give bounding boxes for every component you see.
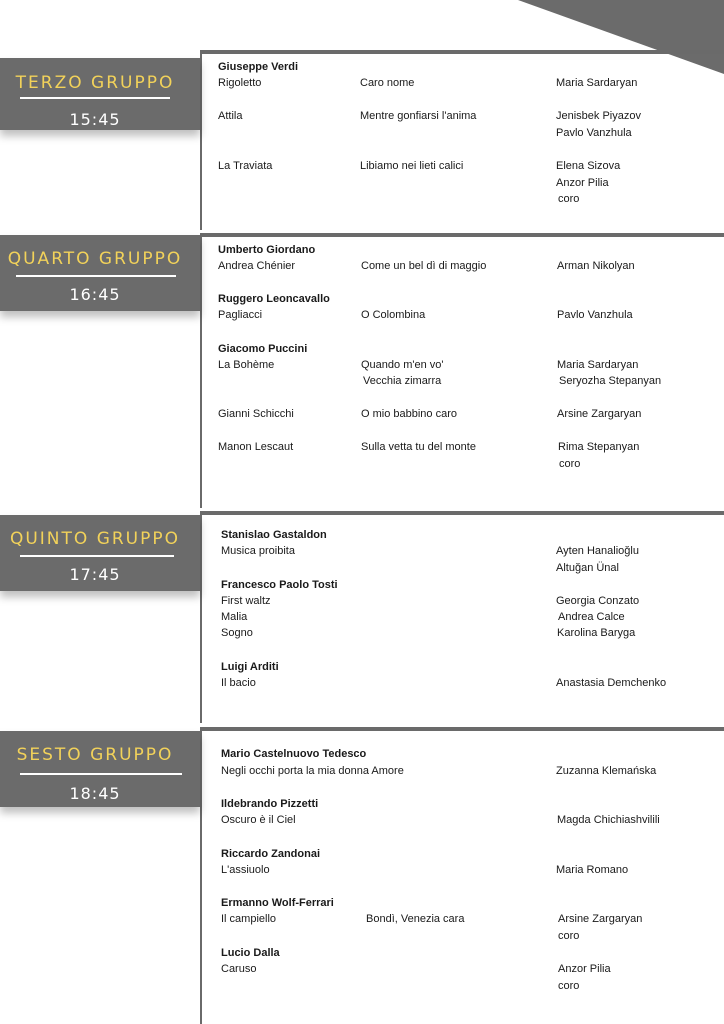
performer-name: Georgia Conzato bbox=[556, 595, 640, 607]
composer-name: Riccardo Zandonai bbox=[221, 848, 321, 860]
section-left-rule bbox=[200, 511, 202, 723]
performer-name: Seryozha Stepanyan bbox=[559, 375, 662, 387]
opera-title: La Bohème bbox=[218, 359, 275, 371]
banner-divider bbox=[20, 555, 174, 557]
performer-name: coro bbox=[558, 929, 580, 942]
opera-title: Manon Lescaut bbox=[218, 441, 294, 453]
aria-title: O Colombina bbox=[361, 309, 426, 321]
performer-name: Andrea Calce bbox=[558, 611, 625, 623]
group-title: TERZO GRUPPO bbox=[15, 73, 175, 93]
composer-name: Lucio Dalla bbox=[221, 947, 280, 959]
performer-name: Anastasia Demchenko bbox=[556, 677, 667, 689]
composer-name: Francesco Paolo Tosti bbox=[221, 579, 338, 591]
aria-title: Caro nome bbox=[360, 77, 415, 89]
performer-name: Altuğan Ünal bbox=[556, 561, 619, 574]
performer-name: Arsine Zargaryan bbox=[558, 913, 643, 925]
composer-name: Ermanno Wolf-Ferrari bbox=[221, 897, 334, 909]
banner-divider bbox=[16, 275, 176, 277]
opera-title: La Traviata bbox=[218, 160, 273, 172]
opera-title: Negli occhi porta la mia donna Amore bbox=[221, 765, 404, 777]
performer-name: Elena Sizova bbox=[556, 160, 621, 172]
performer-name: Anzor Pilia bbox=[558, 963, 611, 975]
group-banner bbox=[0, 235, 200, 311]
aria-title: O mio babbino caro bbox=[361, 408, 457, 420]
section-top-rule bbox=[200, 233, 724, 237]
performer-name: coro bbox=[558, 193, 580, 205]
group-banner bbox=[0, 515, 200, 591]
group-banner bbox=[0, 58, 200, 130]
opera-title: First waltz bbox=[221, 595, 271, 607]
composer-name: Giacomo Puccini bbox=[218, 343, 308, 355]
group-banner bbox=[0, 731, 200, 807]
opera-title: Il bacio bbox=[221, 677, 256, 689]
opera-title: Gianni Schicchi bbox=[218, 408, 294, 420]
group-time: 16:45 bbox=[69, 285, 121, 304]
opera-title: Oscuro è il Ciel bbox=[221, 814, 296, 826]
group-time: 17:45 bbox=[69, 565, 121, 584]
opera-title: Andrea Chénier bbox=[218, 260, 296, 272]
opera-title: Il campiello bbox=[221, 913, 277, 925]
group-title: SESTO GRUPPO bbox=[16, 745, 174, 765]
performer-name: Karolina Baryga bbox=[557, 627, 636, 639]
group-time: 15:45 bbox=[69, 110, 121, 129]
performer-name: coro bbox=[559, 457, 581, 470]
aria-title: Mentre gonfiarsi l'anima bbox=[360, 110, 477, 122]
opera-title: Attila bbox=[218, 110, 243, 122]
section-left-rule bbox=[200, 233, 202, 508]
composer-name: Ildebrando Pizzetti bbox=[221, 798, 319, 810]
performer-name: Pavlo Vanzhula bbox=[556, 126, 632, 139]
performer-name: coro bbox=[558, 979, 580, 992]
performer-name: Arsine Zargaryan bbox=[557, 408, 642, 420]
performer-name: Arman Nikolyan bbox=[557, 260, 635, 272]
composer-name: Luigi Arditi bbox=[221, 661, 279, 673]
aria-title: Sulla vetta tu del monte bbox=[361, 441, 476, 453]
composer-name: Umberto Giordano bbox=[218, 244, 316, 256]
section-top-rule bbox=[200, 50, 724, 54]
aria-title: Libiamo nei lieti calici bbox=[360, 160, 464, 172]
composer-name: Stanislao Gastaldon bbox=[221, 529, 327, 541]
section-top-rule bbox=[200, 511, 724, 515]
opera-title: Pagliacci bbox=[218, 309, 263, 321]
performer-name: Anzor Pilia bbox=[556, 176, 609, 189]
performer-name: Jenisbek Piyazov bbox=[556, 110, 641, 122]
program-group bbox=[0, 50, 724, 230]
performer-name: Zuzanna Klemańska bbox=[556, 765, 657, 777]
aria-title: Quando m'en vo' bbox=[361, 359, 444, 371]
opera-title: Malia bbox=[221, 611, 248, 623]
opera-title: Caruso bbox=[221, 963, 257, 975]
opera-title: Musica proibita bbox=[221, 545, 295, 557]
section-top-rule bbox=[200, 727, 724, 731]
group-title: QUINTO GRUPPO bbox=[9, 529, 181, 549]
opera-title: L'assiuolo bbox=[221, 864, 270, 876]
performer-name: Maria Sardaryan bbox=[556, 77, 638, 89]
composer-name: Mario Castelnuovo Tedesco bbox=[221, 748, 367, 760]
banner-divider bbox=[20, 97, 170, 99]
composer-name: Ruggero Leoncavallo bbox=[218, 293, 330, 305]
performer-name: Maria Sardaryan bbox=[557, 359, 639, 371]
aria-title: Vecchia zimarra bbox=[363, 375, 442, 387]
section-left-rule bbox=[200, 50, 202, 230]
aria-title: Bondì, Venezia cara bbox=[366, 913, 465, 925]
group-title: QUARTO GRUPPO bbox=[7, 249, 183, 269]
program-group bbox=[0, 511, 724, 723]
performer-name: Rima Stepanyan bbox=[558, 441, 640, 453]
performer-name: Pavlo Vanzhula bbox=[557, 309, 633, 321]
banner-divider bbox=[20, 773, 182, 775]
program-group bbox=[0, 233, 724, 508]
aria-title: Come un bel dì di maggio bbox=[361, 260, 487, 272]
performer-name: Magda Chichiashvilili bbox=[557, 814, 660, 826]
performer-name: Ayten Hanalioğlu bbox=[556, 545, 639, 557]
performer-name: Maria Romano bbox=[556, 864, 629, 876]
group-time: 18:45 bbox=[69, 784, 121, 803]
opera-title: Rigoletto bbox=[218, 77, 262, 89]
program-group bbox=[0, 727, 724, 1024]
section-left-rule bbox=[200, 727, 202, 1024]
opera-title: Sogno bbox=[221, 627, 253, 639]
composer-name: Giuseppe Verdi bbox=[218, 61, 299, 73]
